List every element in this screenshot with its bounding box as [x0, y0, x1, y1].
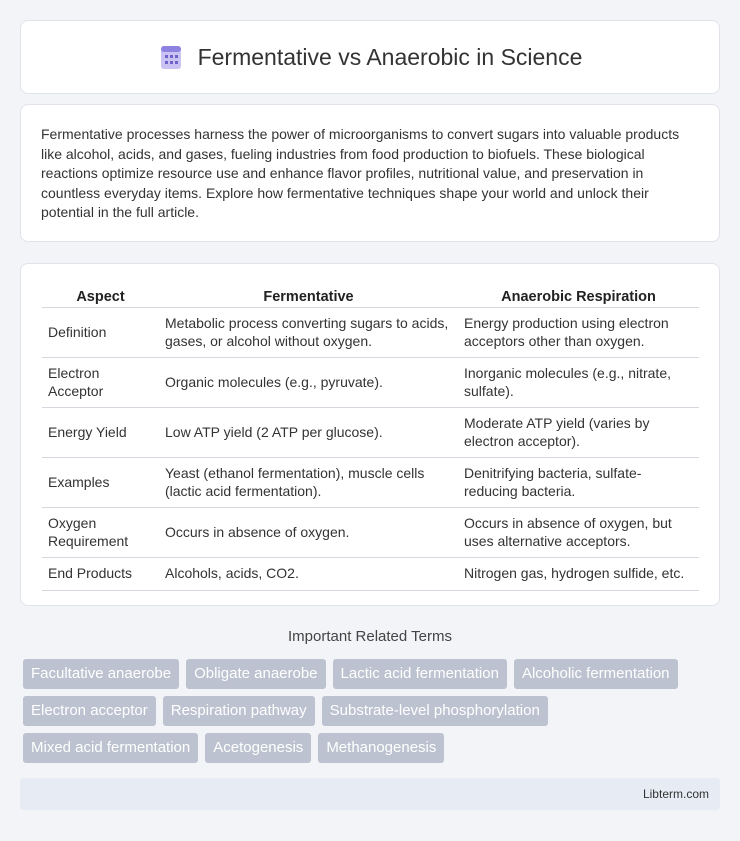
- tag-substrate-level-phosphorylation[interactable]: Substrate-level phosphorylation: [322, 696, 548, 726]
- tag-obligate-anaerobe[interactable]: Obligate anaerobe: [186, 659, 325, 689]
- tag-electron-acceptor[interactable]: Electron acceptor: [23, 696, 156, 726]
- footer: [20, 778, 720, 810]
- cell-anaerobic: Energy production using electron acceptors other than oxygen.: [458, 308, 699, 358]
- tag-respiration-pathway[interactable]: Respiration pathway: [163, 696, 315, 726]
- cell-anaerobic: Occurs in absence of oxygen, but uses alternative acceptors.: [458, 508, 699, 558]
- tag-mixed-acid-fermentation[interactable]: Mixed acid fermentation: [23, 733, 198, 763]
- column-header-fermentative: Fermentative: [159, 284, 458, 308]
- document-icon: [158, 43, 184, 71]
- tag-alcoholic-fermentation[interactable]: Alcoholic fermentation: [514, 659, 678, 689]
- page-title: Fermentative vs Anaerobic in Science: [197, 43, 583, 70]
- comparison-card: [20, 263, 720, 606]
- cell-fermentative: Low ATP yield (2 ATP per glucose).: [159, 408, 458, 458]
- tag-acetogenesis[interactable]: Acetogenesis: [205, 733, 311, 763]
- cell-aspect: Energy Yield: [42, 408, 159, 458]
- cell-anaerobic: Nitrogen gas, hydrogen sulfide, etc.: [458, 558, 699, 591]
- column-header-aspect: Aspect: [42, 284, 159, 308]
- table-row: [42, 458, 699, 508]
- intro-paragraph: Fermentative processes harness the power of microorganisms to convert sugars into valuable products like alcohol, acids, and gases, fueling industries from food production to biofuels. These biological reactions optimize resource use and enhance flavor profiles, nutritional value, and preservation in countless everyday items. Explore how fermentative techniques shape your world and unlock their potential in the full article.: [41, 126, 680, 221]
- cell-aspect: Definition: [42, 308, 159, 358]
- tag-methanogenesis[interactable]: Methanogenesis: [318, 733, 444, 763]
- table-row: [42, 358, 699, 408]
- tag-facultative-anaerobe[interactable]: Facultative anaerobe: [23, 659, 179, 689]
- tag-lactic-acid-fermentation[interactable]: Lactic acid fermentation: [333, 659, 507, 689]
- table-row: [42, 408, 699, 458]
- column-header-anaerobic: Anaerobic Respiration: [458, 284, 699, 308]
- related-terms-heading: Important Related Terms: [288, 628, 452, 645]
- cell-anaerobic: Moderate ATP yield (varies by electron acceptor).: [458, 408, 699, 458]
- comparison-table: [42, 284, 699, 591]
- tag-row: [23, 659, 723, 689]
- cell-aspect: Oxygen Requirement: [42, 508, 159, 558]
- cell-fermentative: Occurs in absence of oxygen.: [159, 508, 458, 558]
- table-row: [42, 508, 699, 558]
- header-card: [20, 20, 720, 94]
- table-row: [42, 308, 699, 358]
- cell-aspect: Examples: [42, 458, 159, 508]
- cell-anaerobic: Denitrifying bacteria, sulfate-reducing bacteria.: [458, 458, 699, 508]
- cell-aspect: Electron Acceptor: [42, 358, 159, 408]
- table-row: [42, 558, 699, 591]
- cell-fermentative: Metabolic process converting sugars to acids, gases, or alcohol without oxygen.: [159, 308, 458, 358]
- related-terms-list: [23, 659, 723, 770]
- cell-fermentative: Organic molecules (e.g., pyruvate).: [159, 358, 458, 408]
- cell-aspect: End Products: [42, 558, 159, 591]
- footer-site-link[interactable]: Libterm.com: [642, 787, 709, 801]
- cell-fermentative: Alcohols, acids, CO2.: [159, 558, 458, 591]
- cell-anaerobic: Inorganic molecules (e.g., nitrate, sulfate).: [458, 358, 699, 408]
- tag-row: [23, 696, 723, 726]
- cell-fermentative: Yeast (ethanol fermentation), muscle cells (lactic acid fermentation).: [159, 458, 458, 508]
- intro-card: [20, 104, 720, 242]
- tag-row: [23, 733, 723, 763]
